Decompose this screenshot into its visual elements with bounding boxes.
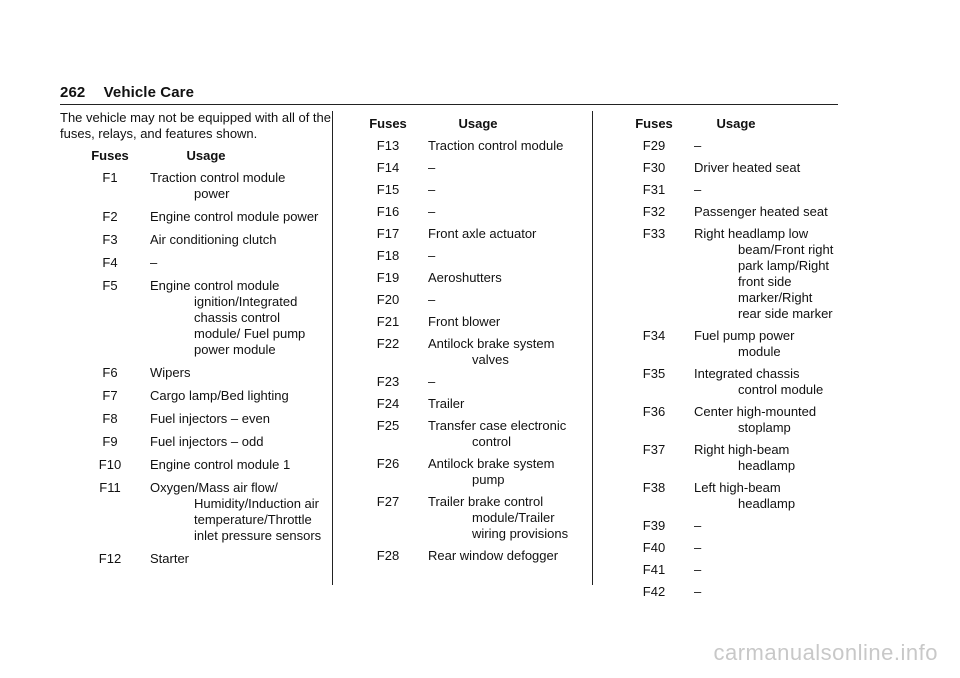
fuse-usage: – [428, 374, 436, 389]
fuse-id: F42 [642, 584, 666, 599]
table-header [614, 116, 838, 132]
fuse-usage: Engine control module ignition/Integrated chassis control module/ Fuel pump power module [150, 278, 306, 357]
fuse-id: F17 [376, 226, 400, 241]
fuse-id: F8 [102, 411, 118, 426]
watermark: carmanualsonline.info [713, 640, 938, 665]
table-row [348, 248, 588, 264]
fuse-usage: – [428, 248, 436, 263]
fuse-usage: Fuel injectors – odd [150, 434, 264, 449]
fuse-usage: Aeroshutters [428, 270, 502, 285]
table-row [70, 480, 322, 544]
fuse-usage: Oxygen/Mass air flow/ Humidity/Induction air temperature/Throttle inlet pressure sensors [150, 480, 322, 543]
usage-column-header: Usage [458, 116, 498, 131]
fuse-id: F23 [376, 374, 400, 389]
table-row [614, 518, 838, 534]
table-row [614, 182, 838, 198]
fuse-id: F15 [376, 182, 400, 197]
fuse-id: F7 [102, 388, 118, 403]
fuse-usage: – [694, 562, 702, 577]
page-header [60, 84, 194, 101]
table-row [348, 160, 588, 176]
fuse-id: F28 [376, 548, 400, 563]
fuse-usage: – [150, 255, 158, 270]
fuse-id: F4 [102, 255, 118, 270]
fuse-id: F9 [102, 434, 118, 449]
fuse-id: F6 [102, 365, 118, 380]
table-row [614, 366, 838, 398]
fuse-id: F30 [642, 160, 666, 175]
column-divider-2 [592, 111, 593, 585]
table-header [348, 116, 588, 132]
fuse-usage: Cargo lamp/Bed lighting [150, 388, 289, 403]
fuse-id: F38 [642, 480, 666, 495]
table-row [348, 336, 588, 368]
table-row [70, 411, 322, 427]
fuse-usage: – [694, 518, 702, 533]
table-row [70, 170, 322, 202]
fuse-id: F41 [642, 562, 666, 577]
table-row [348, 182, 588, 198]
fuse-usage: – [694, 138, 702, 153]
fuse-usage: Left high-beam headlamp [694, 480, 796, 511]
table-header [70, 148, 322, 164]
fuse-id: F20 [376, 292, 400, 307]
fuse-id: F27 [376, 494, 400, 509]
fuse-usage: Driver heated seat [694, 160, 801, 175]
table-row [614, 540, 838, 556]
table-row [614, 442, 838, 474]
fuse-id: F2 [102, 209, 118, 224]
fuse-id: F16 [376, 204, 400, 219]
fuse-usage: Antilock brake system valves [428, 336, 555, 367]
fuse-usage: Antilock brake system pump [428, 456, 555, 487]
fuse-usage: – [428, 160, 436, 175]
fuse-id: F24 [376, 396, 400, 411]
column-divider-1 [332, 111, 333, 585]
table-row [70, 278, 322, 358]
fuse-table-column-2 [348, 116, 588, 570]
fuse-usage: Center high-mounted stoplamp [694, 404, 817, 435]
fuse-usage: – [694, 182, 702, 197]
table-row [614, 204, 838, 220]
fuse-usage: Fuel injectors – even [150, 411, 270, 426]
table-row [348, 204, 588, 220]
fuse-id: F1 [102, 170, 118, 185]
fuse-usage: – [428, 204, 436, 219]
fuse-id: F21 [376, 314, 400, 329]
fuse-usage: Engine control module 1 [150, 457, 291, 472]
fuse-id: F10 [98, 457, 122, 472]
intro-note: The vehicle may not be equipped with all of the fuses, relays, and features shown. [60, 110, 332, 141]
fuse-usage: Passenger heated seat [694, 204, 828, 219]
fuse-id: F34 [642, 328, 666, 343]
fuse-usage: – [428, 182, 436, 197]
fuse-usage: Wipers [150, 365, 191, 380]
table-row [614, 480, 838, 512]
table-row [348, 396, 588, 412]
fuse-usage: Right high-beam headlamp [694, 442, 796, 473]
table-row [614, 562, 838, 578]
section-title: Vehicle Care [103, 84, 195, 101]
fuse-usage: – [428, 292, 436, 307]
table-row [70, 232, 322, 248]
table-row [348, 548, 588, 564]
usage-column-header: Usage [186, 148, 226, 163]
fuse-usage: Front blower [428, 314, 501, 329]
page-number: 262 [60, 84, 86, 101]
fuse-id: F32 [642, 204, 666, 219]
fuse-id: F14 [376, 160, 400, 175]
fuse-usage: Traction control module power [150, 170, 286, 201]
table-row [614, 584, 838, 600]
fuse-id: F33 [642, 226, 666, 241]
fuse-table-column-1 [70, 148, 322, 574]
fuse-id: F31 [642, 182, 666, 197]
fuse-id: F25 [376, 418, 400, 433]
fuse-id: F13 [376, 138, 400, 153]
table-row [614, 404, 838, 436]
table-row [348, 418, 588, 450]
table-row [614, 328, 838, 360]
fuse-usage: Right headlamp low beam/Front right park lamp/Right front side marker/Right rear side marker [694, 226, 834, 321]
table-row [70, 255, 322, 271]
table-row [348, 270, 588, 286]
table-row [348, 226, 588, 242]
fuse-usage: Traction control module [428, 138, 564, 153]
fuse-usage: Starter [150, 551, 190, 566]
fuse-usage: Trailer [428, 396, 465, 411]
fuse-id: F40 [642, 540, 666, 555]
table-row [70, 388, 322, 404]
table-row [70, 434, 322, 450]
fuse-id: F22 [376, 336, 400, 351]
header-rule [60, 104, 838, 105]
fuse-id: F5 [102, 278, 118, 293]
fuse-id: F39 [642, 518, 666, 533]
fuse-id: F37 [642, 442, 666, 457]
table-row [614, 226, 838, 322]
table-row [70, 365, 322, 381]
table-row [348, 138, 588, 154]
table-row [348, 292, 588, 308]
fuse-id: F11 [99, 480, 121, 495]
table-row [70, 209, 322, 225]
table-row [348, 456, 588, 488]
table-row [348, 314, 588, 330]
table-row [348, 374, 588, 390]
fuse-id: F19 [376, 270, 400, 285]
fuse-id: F29 [642, 138, 666, 153]
fuse-usage: Transfer case electronic control [428, 418, 567, 449]
fuse-id: F3 [102, 232, 118, 247]
fuses-column-header: Fuses [91, 148, 129, 163]
usage-column-header: Usage [716, 116, 756, 131]
fuse-id: F36 [642, 404, 666, 419]
table-row [70, 457, 322, 473]
fuse-usage: Front axle actuator [428, 226, 537, 241]
fuses-column-header: Fuses [635, 116, 673, 131]
fuse-id: F18 [376, 248, 400, 263]
fuse-id: F35 [642, 366, 666, 381]
table-row [614, 160, 838, 176]
fuse-usage: Engine control module power [150, 209, 319, 224]
fuse-usage: Fuel pump power module [694, 328, 795, 359]
table-row [348, 494, 588, 542]
fuse-usage: Trailer brake control module/Trailer wiring provisions [428, 494, 569, 541]
fuse-usage: Rear window defogger [428, 548, 559, 563]
table-row [614, 138, 838, 154]
fuse-id: F26 [376, 456, 400, 471]
fuse-table-column-3 [614, 116, 838, 606]
fuse-usage: – [694, 584, 702, 599]
fuses-column-header: Fuses [369, 116, 407, 131]
table-row [70, 551, 322, 567]
fuse-usage: – [694, 540, 702, 555]
fuse-usage: Integrated chassis control module [694, 366, 824, 397]
fuse-id: F12 [98, 551, 122, 566]
fuse-usage: Air conditioning clutch [150, 232, 277, 247]
